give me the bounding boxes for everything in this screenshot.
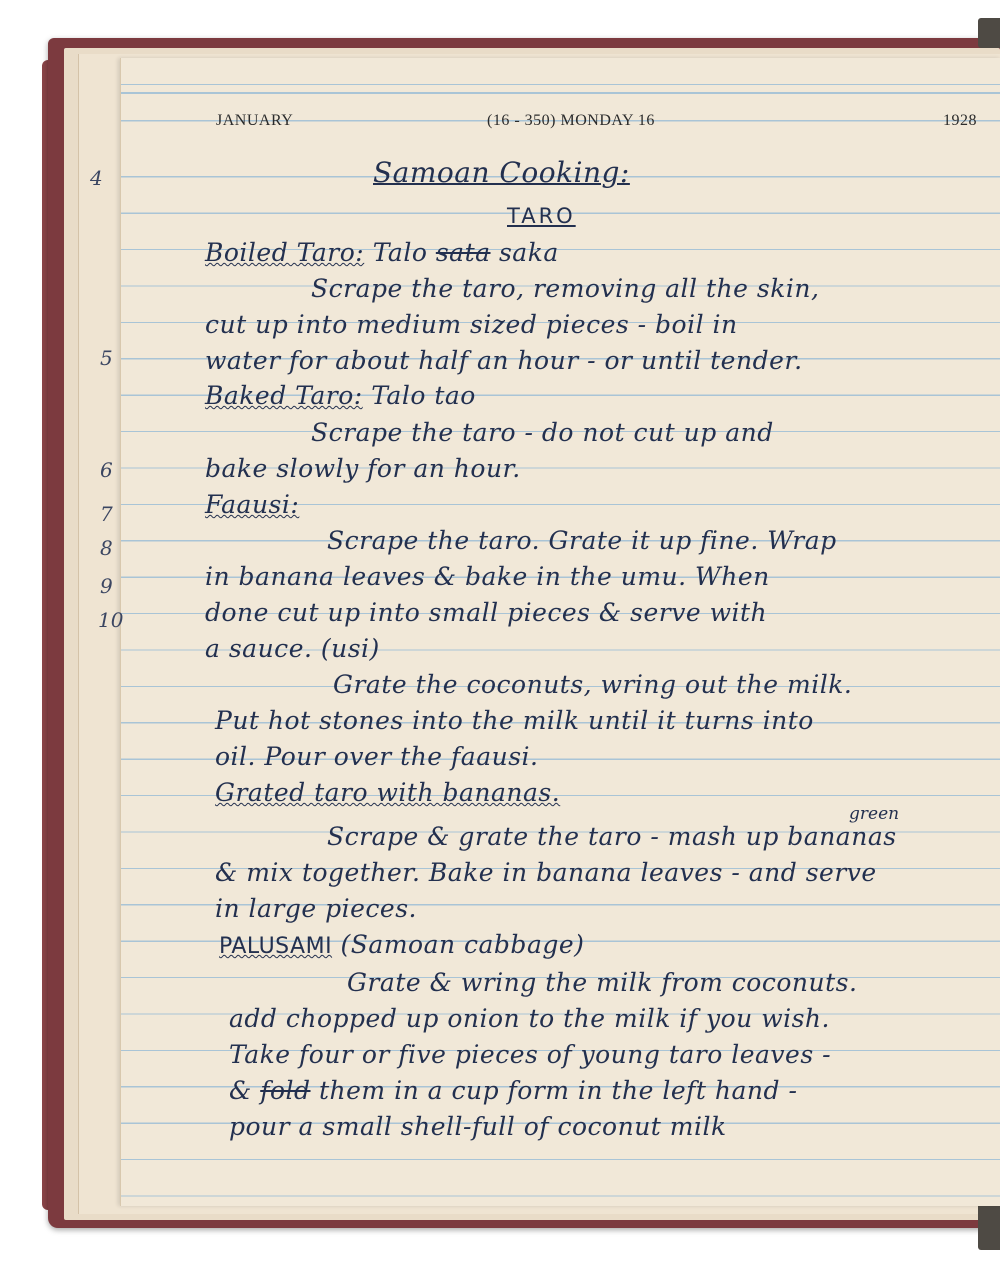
heading-baked-taro: Baked Taro:	[205, 381, 363, 410]
saka-word: saka	[498, 238, 559, 267]
section-subtitle: TARO	[507, 204, 576, 228]
line-24	[229, 1076, 797, 1105]
line-6: Scrape the taro - do not cut up and	[311, 418, 774, 447]
margin-number: 6	[100, 458, 113, 482]
line-23: Take four or five pieces of young taro leaves -	[229, 1040, 832, 1069]
line-boiled-taro	[205, 238, 559, 267]
header-day: (16 - 350) MONDAY 16	[487, 112, 655, 129]
page-tab-top	[978, 18, 1000, 48]
samoan-cabbage-text: (Samoan cabbage)	[340, 930, 585, 959]
margin-number: 8	[100, 536, 113, 560]
line-11: done cut up into small pieces & serve with	[205, 598, 768, 627]
struck-word: sata	[435, 238, 491, 267]
line-25: pour a small shell-full of coconut milk	[229, 1112, 727, 1141]
page-header	[121, 112, 1000, 136]
margin-number: 7	[100, 502, 113, 526]
line-12: a sauce. (usi)	[205, 634, 380, 663]
heading-faausi: Faausi:	[205, 490, 300, 519]
talo-word: Talo	[372, 238, 428, 267]
line-18: & mix together. Bake in banana leaves - and serve	[215, 858, 877, 887]
page-title: Samoan Cooking:	[373, 156, 630, 189]
line-24-rest: them in a cup form in the left hand -	[318, 1076, 798, 1105]
line-13: Grate the coconuts, wring out the milk.	[333, 670, 853, 699]
heading-boiled-taro: Boiled Taro:	[205, 238, 365, 267]
margin-number: 10	[98, 608, 124, 632]
line-2: Scrape the taro, removing all the skin,	[311, 274, 820, 303]
heading-grated-taro: Grated taro with bananas.	[215, 778, 561, 807]
margin-number: 4	[90, 166, 103, 190]
margin-number: 9	[100, 574, 113, 598]
line-palusami	[219, 930, 584, 959]
line-baked-taro	[205, 381, 476, 410]
line-17: Scrape & grate the taro - mash up bananas	[327, 822, 897, 851]
struck-fold: fold	[260, 1076, 311, 1105]
heading-palusami: PALUSAMI	[219, 934, 333, 959]
line-22: add chopped up onion to the milk if you wish.	[229, 1004, 830, 1033]
line-7: bake slowly for an hour.	[205, 454, 521, 483]
insertion-green: green	[849, 804, 900, 824]
ampersand: &	[229, 1076, 252, 1105]
diary-page	[120, 58, 1000, 1206]
page-top-rule	[121, 92, 1000, 94]
line-3: cut up into medium sized pieces - boil in	[205, 310, 738, 339]
line-10: in banana leaves & bake in the umu. When	[205, 562, 770, 591]
line-15: oil. Pour over the faausi.	[215, 742, 539, 771]
margin-number: 5	[100, 346, 113, 370]
line-4: water for about half an hour - or until tender.	[205, 346, 803, 375]
talo-tao-text: Talo tao	[371, 381, 476, 410]
line-14: Put hot stones into the milk until it turns into	[215, 706, 814, 735]
header-month: JANUARY	[216, 112, 294, 129]
line-21: Grate & wring the milk from coconuts.	[347, 968, 858, 997]
line-9: Scrape the taro. Grate it up fine. Wrap	[327, 526, 837, 555]
line-19: in large pieces.	[215, 894, 418, 923]
header-year: 1928	[943, 112, 977, 129]
